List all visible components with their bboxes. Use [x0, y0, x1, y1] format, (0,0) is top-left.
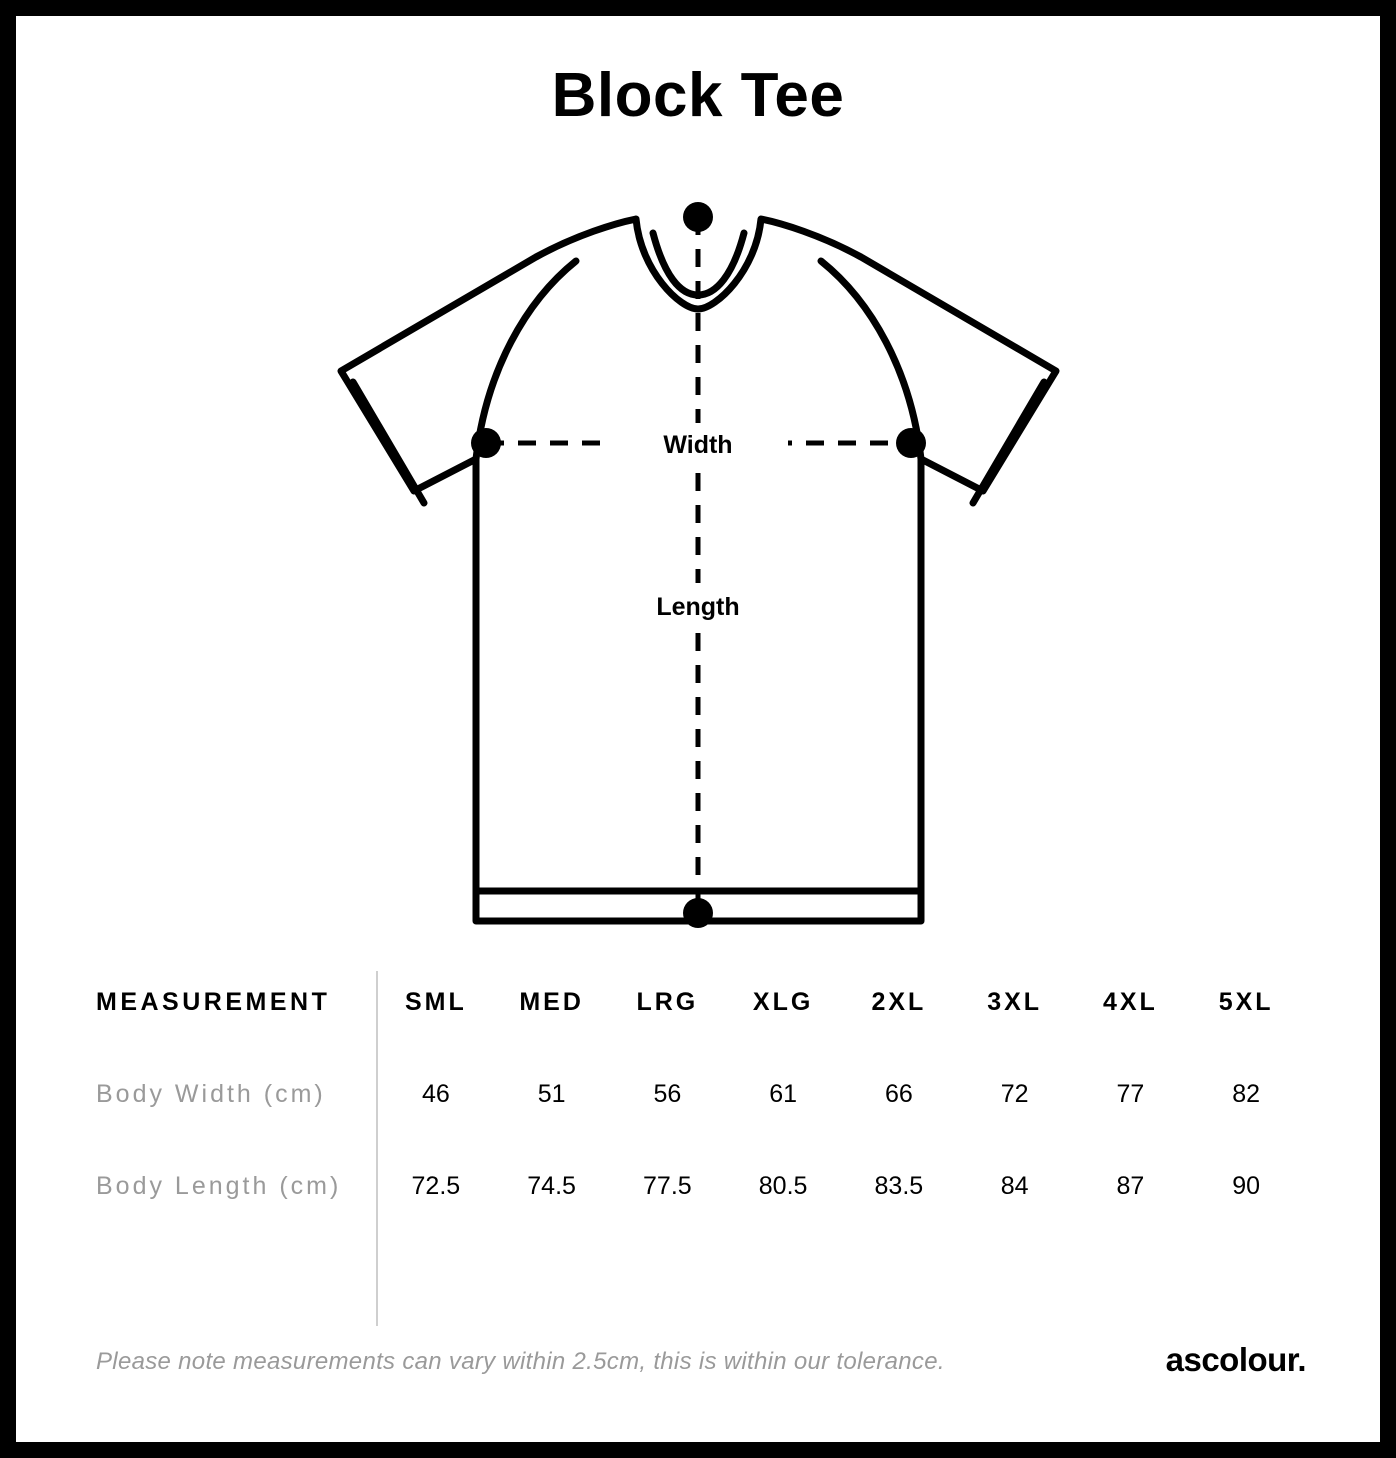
- body-length-med: 74.5: [527, 1171, 576, 1200]
- brand-logo: ascolour.: [1165, 1341, 1306, 1378]
- body-width-xlg: 61: [769, 1079, 798, 1108]
- header-xlg: XLG: [752, 987, 814, 1016]
- tshirt-diagram: [16, 191, 1380, 951]
- body-width-med: 51: [537, 1079, 566, 1108]
- body-width-sml: 46: [421, 1079, 450, 1108]
- body-width-2xl: 66: [884, 1079, 913, 1108]
- header-4xl: 4XL: [1102, 987, 1158, 1016]
- body-length-3xl: 84: [1000, 1171, 1029, 1200]
- measurements-table: [94, 956, 1304, 1232]
- header-lrg: LRG: [636, 987, 699, 1016]
- body-width-3xl: 72: [1000, 1079, 1029, 1108]
- table-row: [94, 1048, 1304, 1140]
- body-width-lrg: 56: [653, 1079, 682, 1108]
- header-2xl: 2XL: [871, 987, 927, 1016]
- table-header-row: [94, 956, 1304, 1048]
- body-width-5xl: 82: [1232, 1079, 1261, 1108]
- length-bottom-point: [683, 898, 713, 928]
- header-3xl: 3XL: [987, 987, 1043, 1016]
- length-top-point: [683, 202, 713, 232]
- size-chart-inner: [16, 16, 1380, 1442]
- measurements-table-wrap: [94, 956, 1304, 1232]
- tshirt-svg: [16, 191, 1380, 951]
- body-length-4xl: 87: [1116, 1171, 1145, 1200]
- table-row: [94, 1140, 1304, 1232]
- width-left-point: [471, 428, 501, 458]
- row-label-body-length: Body Length (cm): [96, 1171, 342, 1200]
- body-length-2xl: 83.5: [874, 1171, 924, 1200]
- row-label-body-width: Body Width (cm): [96, 1079, 326, 1108]
- body-length-lrg: 77.5: [643, 1171, 692, 1200]
- header-med: MED: [519, 987, 584, 1016]
- body-length-sml: 72.5: [411, 1171, 461, 1200]
- length-label: Length: [656, 593, 740, 621]
- body-length-xlg: 80.5: [758, 1171, 808, 1200]
- header-sml: SML: [404, 987, 467, 1016]
- header-5xl: 5XL: [1218, 987, 1274, 1016]
- header-measurement: MEASUREMENT: [96, 987, 331, 1016]
- width-right-point: [896, 428, 926, 458]
- tolerance-note: Please note measurements can vary within 2.5cm, this is within our tolerance.: [96, 1348, 945, 1375]
- body-width-4xl: 77: [1116, 1079, 1145, 1108]
- page-title: Block Tee: [551, 61, 845, 130]
- body-length-5xl: 90: [1232, 1171, 1261, 1200]
- width-label: Width: [663, 431, 733, 459]
